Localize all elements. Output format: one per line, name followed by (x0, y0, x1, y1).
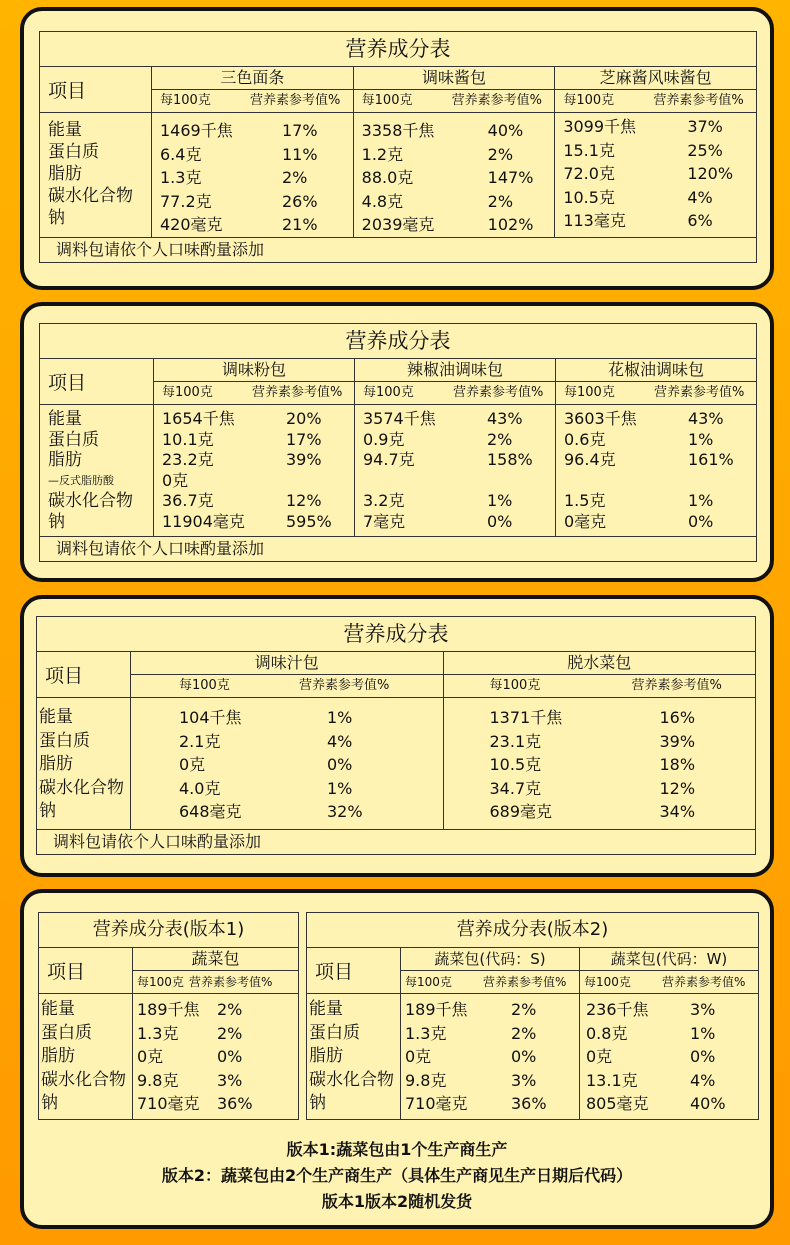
table-footer-note: 调料包请依个人口味酌量添加 (40, 237, 757, 262)
version-note: 版本1版本2随机发货 (321, 1192, 473, 1211)
nutrition-table-1 (39, 31, 757, 263)
nrv-label: 营养素参考值% (653, 93, 744, 108)
per100-label: 每100克 (363, 385, 414, 400)
nrv-label: 营养素参考值% (299, 678, 390, 693)
nutrition-panel-4 (20, 889, 774, 1229)
nutrition-table-3 (36, 616, 756, 855)
group-header: 芝麻酱风味酱包 (555, 67, 757, 90)
nutrition-table-v2 (306, 912, 759, 1120)
group-values: 236千焦 3% 0.8克 1% 0克 0% 13.1克 4% 805毫克 40% (580, 994, 759, 1120)
group-values: 189千焦 2% 1.3克 2% 0克 0% 9.8克 3% 710毫克 36% (401, 994, 580, 1120)
table-footer-note: 调料包请依个人口味酌量添加 (37, 830, 756, 855)
table-title: 营养成分表 (40, 324, 757, 359)
nrv-label: 营养素参考值% (451, 93, 543, 108)
per100-label: 每100克 (137, 975, 184, 989)
group-header: 脱水菜包 (443, 652, 756, 675)
per100-label: 每100克 (489, 678, 541, 693)
item-header: 项目 (40, 359, 154, 405)
group-values: 3603千焦 43% 0.6克 1% 96.4克 161% 1.5克 1% 0毫克 0% (556, 405, 757, 537)
version-note: 版本2：蔬菜包由2个生产商生产（具体生产商见生产日期后代码） (161, 1166, 633, 1185)
nrv-label: 营养素参考值% (250, 93, 341, 108)
version-notes (24, 1137, 770, 1215)
nutrient-names: 能量 蛋白质 脂肪 碳水化合物 钠 (37, 698, 131, 830)
group-header: 蔬菜包(代码：S) (401, 948, 580, 971)
per100-label: 每100克 (160, 93, 211, 108)
group-header: 三色面条 (152, 67, 354, 90)
group-values: 1371千焦 16% 23.1克 39% 10.5克 18% 34.7克 12% 689毫克 34% (443, 698, 756, 830)
table-title: 营养成分表(版本2) (307, 913, 759, 948)
per100-label: 每100克 (405, 975, 452, 989)
nutrition-panel-1 (20, 7, 774, 290)
nrv-label: 营养素参考值% (662, 975, 746, 989)
group-values: 1469千焦 17% 6.4克 11% 1.3克 2% 77.2克 26% 420毫克 21% (152, 113, 354, 238)
nutrition-table-v1 (38, 912, 299, 1120)
group-header: 调味粉包 (154, 359, 355, 382)
nrv-label: 营养素参考值% (252, 385, 343, 400)
item-header: 项目 (37, 652, 131, 698)
per100-label: 每100克 (564, 385, 615, 400)
group-values: 104千焦 1% 2.1克 4% 0克 0% 4.0克 1% 648毫克 32% (131, 698, 444, 830)
table-footer-note: 调料包请依个人口味酌量添加 (40, 537, 757, 562)
group-header: 调味酱包 (353, 67, 555, 90)
table-title: 营养成分表(版本1) (39, 913, 299, 948)
group-header: 花椒油调味包 (556, 359, 757, 382)
item-header: 项目 (39, 948, 133, 994)
table-title: 营养成分表 (37, 617, 756, 652)
nrv-label: 营养素参考值% (483, 975, 567, 989)
group-header: 辣椒油调味包 (355, 359, 556, 382)
per100-label: 每100克 (563, 93, 615, 108)
nutrient-names: 能量 蛋白质 脂肪 碳水化合物 钠 (39, 994, 133, 1120)
nrv-label: 营养素参考值% (189, 975, 273, 989)
group-values: 3574千焦 43% 0.9克 2% 94.7克 158% 3.2克 1% 7毫克 0% (355, 405, 556, 537)
item-header: 项目 (307, 948, 401, 994)
group-values: 3099千焦 37% 15.1克 25% 72.0克 120% 10.5克 4% 113毫克 6% (555, 113, 757, 238)
nrv-label: 营养素参考值% (631, 678, 722, 693)
group-header: 蔬菜包 (133, 948, 299, 971)
version-note: 版本1:蔬菜包由1个生产商生产 (286, 1140, 508, 1159)
nutrition-table-2 (39, 323, 757, 562)
per100-label: 每100克 (584, 975, 631, 989)
group-values: 189千焦 2% 1.3克 2% 0克 0% 9.8克 3% 710毫克 36% (133, 994, 299, 1120)
nutrition-panel-2 (20, 302, 774, 582)
nrv-label: 营养素参考值% (453, 385, 544, 400)
per100-label: 每100克 (361, 93, 413, 108)
nrv-label: 营养素参考值% (654, 385, 745, 400)
item-header: 项目 (40, 67, 152, 113)
nutrient-names: 能量 蛋白质 脂肪 —反式脂肪酸 碳水化合物 钠 (40, 405, 154, 537)
per100-label: 每100克 (162, 385, 213, 400)
group-values: 1654千焦 20% 10.1克 17% 23.2克 39% 0克 36.7克 12% 11904毫克 595% (154, 405, 355, 537)
group-values: 3358千焦 40% 1.2克 2% 88.0克 147% 4.8克 2% 2039毫克 102% (353, 113, 555, 238)
nutrient-names: 能量 蛋白质 脂肪 碳水化合物 钠 (307, 994, 401, 1120)
per100-label: 每100克 (179, 678, 230, 693)
group-header: 调味汁包 (131, 652, 444, 675)
group-header: 蔬菜包(代码：W) (580, 948, 759, 971)
nutrition-panel-3 (20, 595, 774, 877)
nutrient-names: 能量 蛋白质 脂肪 碳水化合物 钠 (40, 113, 152, 238)
table-title: 营养成分表 (40, 32, 757, 67)
